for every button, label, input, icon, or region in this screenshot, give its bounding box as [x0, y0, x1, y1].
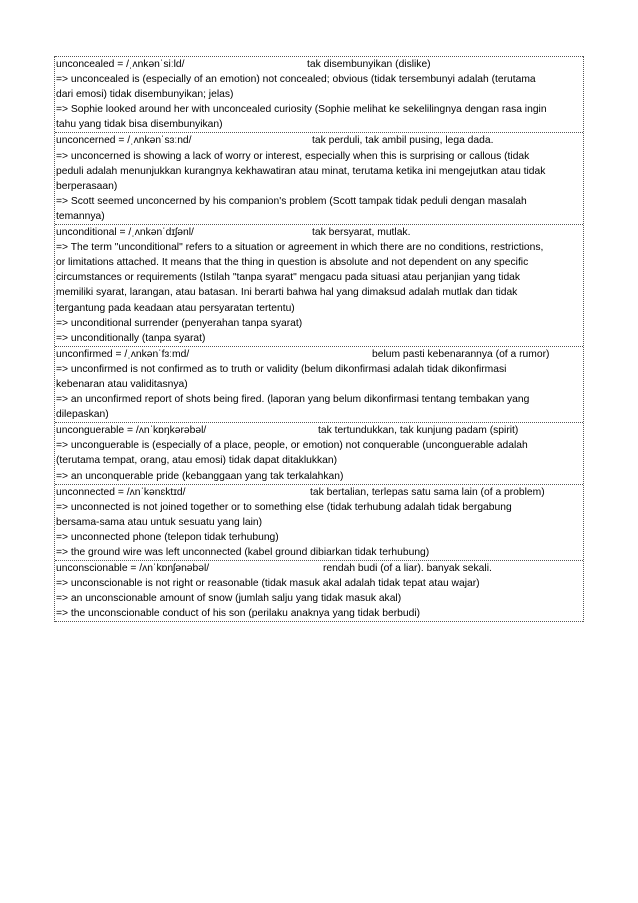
- entry-meaning: tak tertundukkan, tak kunjung padam (spirit): [318, 425, 519, 437]
- entry-headword-row: [55, 561, 583, 576]
- vocabulary-entry: [55, 56, 583, 132]
- entry-definition-line: => unconnected is not joined together or to something else (tidak terhubung adalah tidak bergabung: [56, 501, 512, 513]
- entry-word: unconscionable = /ʌnˈkɒnʃənəbəl/: [56, 563, 210, 575]
- entry-headword-row: [55, 133, 583, 148]
- entry-definition-line: => unconfirmed is not confirmed as to truth or validity (belum dikonfirmasi adalah tidak dikonfirmasi: [56, 363, 507, 375]
- entry-headword-row: [55, 347, 583, 362]
- entry-meaning: rendah budi (of a liar). banyak sekali.: [323, 563, 492, 575]
- entry-meaning: belum pasti kebenarannya (of a rumor): [372, 348, 550, 360]
- entry-definition-line: => unconguerable is (especially of a place, people, or emotion) not conquerable (unconguerable adalah: [56, 440, 528, 452]
- entry-meaning: tak bertalian, terlepas satu sama lain (of a problem): [310, 486, 545, 498]
- entry-definition-line: or limitations attached. It means that the thing in question is absolute and not dependent on any specific: [56, 257, 529, 269]
- entry-headword-row: [55, 485, 583, 500]
- entry-word: unconcealed = /ˌʌnkənˈsiːld/: [56, 59, 185, 70]
- entry-definition-line: => the unconscionable conduct of his son (perilaku anaknya yang tidak berbudi): [56, 608, 421, 620]
- entry-definition-line: => unconditionally (tanpa syarat): [56, 332, 206, 344]
- entry-definition-line: dilepaskan): [56, 409, 109, 421]
- entry-definition-line: memiliki syarat, larangan, atau batasan. Ini berarti bahwa hal yang dimaksud adalah mutlak dan tidak: [56, 287, 518, 299]
- entry-word: unconditional = /ˌʌnkənˈdɪʃənl/: [56, 227, 194, 239]
- entry-headword-row: [55, 225, 583, 240]
- entry-meaning: tak perduli, tak ambil pusing, lega dada.: [312, 135, 494, 147]
- vocabulary-entry: [55, 346, 583, 422]
- entry-definition-line: bersama-sama atau untuk sesuatu yang lain): [56, 516, 263, 528]
- entry-definition-line: => Sophie looked around her with unconcealed curiosity (Sophie melihat ke sekelilingnya dengan rasa ingin: [56, 104, 547, 116]
- entry-definition-line: => Scott seemed unconcerned by his companion's problem (Scott tampak tidak peduli dengan masalah: [56, 195, 527, 207]
- vocabulary-entry: [55, 422, 583, 483]
- entry-definition-line: dari emosi) tidak disembunyikan; jelas): [56, 89, 234, 101]
- entry-word: unconcerned = /ˌʌnkənˈsɜːnd/: [56, 135, 192, 147]
- vocabulary-entry: [55, 484, 583, 560]
- entry-definition-line: => unconcealed is (especially of an emotion) not concealed; obvious (tidak tersembunyi adalah (terutama: [56, 74, 536, 86]
- entry-definition-line: => an unconfirmed report of shots being fired. (laporan yang belum dikonfirmasi tentang tembakan yang: [56, 394, 530, 406]
- entry-definition-line: => The term "unconditional" refers to a situation or agreement in which there are no conditions, restrictions,: [56, 242, 544, 254]
- vocabulary-entry: [55, 224, 583, 346]
- vocabulary-entry: [55, 132, 583, 224]
- entry-definition-line: => unconcerned is showing a lack of worry or interest, especially when this is surprising or callous (tidak: [56, 150, 530, 162]
- entry-definition-line: kebenaran atau validitasnya): [56, 378, 188, 390]
- entry-definition-line: => an unconquerable pride (kebanggaan yang tak terkalahkan): [56, 470, 344, 482]
- entry-definition-line: => unconditional surrender (penyerahan tanpa syarat): [56, 317, 303, 329]
- entry-headword-row: [55, 57, 583, 72]
- entry-word: unconguerable = /ʌnˈkɒŋkərəbəl/: [56, 425, 207, 437]
- entry-headword-row: [55, 423, 583, 438]
- entry-definition-line: => unconscionable is not right or reasonable (tidak masuk akal adalah tidak tepat atau wajar): [56, 578, 480, 590]
- entry-word: unconfirmed = /ˌʌnkənˈfɜːmd/: [56, 348, 190, 360]
- entry-definition-line: (terutama tempat, orang, atau emosi) tidak dapat ditaklukkan): [56, 455, 338, 467]
- entry-definition-line: tergantung pada keadaan atau persyaratan tertentu): [56, 302, 295, 314]
- entry-definition-line: => an unconscionable amount of snow (jumlah salju yang tidak masuk akal): [56, 593, 402, 605]
- entry-definition-line: berperasaan): [56, 180, 118, 192]
- entry-definition-line: => the ground wire was left unconnected (kabel ground dibiarkan tidak terhubung): [56, 547, 430, 558]
- vocabulary-table: [54, 56, 584, 622]
- entry-definition-line: circumstances or requirements (Istilah "tanpa syarat" mengacu pada situasi atau perjanjian yang tidak: [56, 272, 521, 284]
- entry-definition-line: => unconnected phone (telepon tidak terhubung): [56, 531, 279, 543]
- entry-meaning: tak bersyarat, mutlak.: [312, 227, 411, 239]
- vocabulary-entry: [55, 560, 583, 622]
- entry-definition-line: tahu yang tidak bisa disembunyikan): [56, 119, 223, 131]
- entry-definition-line: peduli adalah menunjukkan kurangnya kekhawatiran atau minat, terutama ketika ini mengejutkan atau tidak: [56, 165, 546, 177]
- entry-definition-line: temannya): [56, 210, 105, 222]
- entry-meaning: tak disembunyikan (dislike): [307, 59, 431, 70]
- entry-word: unconnected = /ʌnˈkənɛktɪd/: [56, 486, 186, 498]
